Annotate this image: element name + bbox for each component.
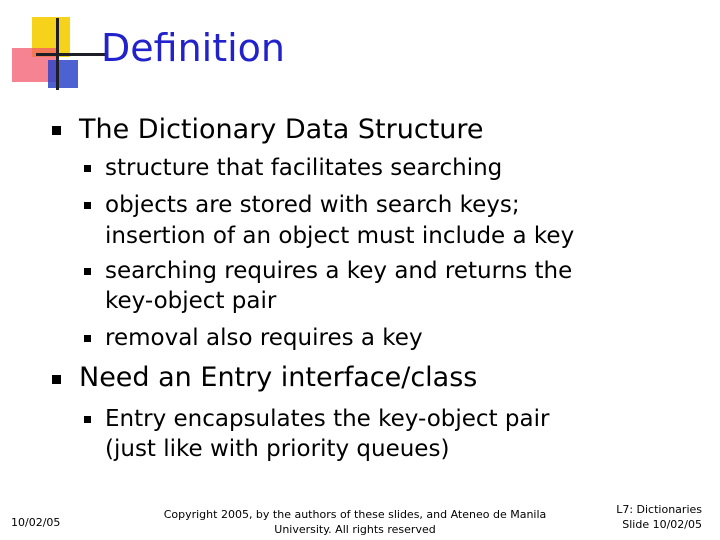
- logo-blue-square: [48, 60, 78, 88]
- footer-copyright-line: University. All rights reserved: [274, 523, 436, 536]
- slide-title: Definition: [101, 26, 286, 70]
- footer-slide-label: [590, 502, 702, 532]
- level2-bullet-marker: [84, 268, 91, 275]
- footer-copyright-line: Copyright 2005, by the authors of these slides, and Ateneo de Manila: [163, 508, 547, 521]
- level1-bullet-marker: [52, 126, 61, 135]
- footer-copyright: [150, 507, 560, 537]
- level2-bullet-marker: [84, 165, 91, 172]
- level2-bullet-marker: [84, 416, 91, 423]
- level2-bullet-marker: [84, 202, 91, 209]
- footer-date: 10/02/05: [11, 516, 61, 529]
- bullet-entry-interface: Need an Entry interface/class: [79, 362, 478, 393]
- sub-bullet-line: structure that facilitates searching: [105, 155, 503, 181]
- sub-bullet-continuation: (just like with priority queues): [105, 436, 450, 462]
- level1-bullet-marker: [52, 375, 61, 384]
- footer-slide-label-line: L7: Dictionaries: [616, 503, 702, 516]
- footer-slide-label-line: Slide 10/02/05: [622, 518, 702, 531]
- logo-horizontal-line: [36, 53, 106, 56]
- slide-logo-decoration: [0, 0, 110, 100]
- sub-bullet-line: searching requires a key and returns the: [105, 258, 573, 284]
- level2-bullet-marker: [84, 335, 91, 342]
- sub-bullet-line: Entry encapsulates the key-object pair: [105, 406, 550, 432]
- bullet-dictionary-data-structure: The Dictionary Data Structure: [79, 114, 484, 145]
- sub-bullet-continuation: key-object pair: [105, 288, 277, 314]
- sub-bullet-line: objects are stored with search keys;: [105, 192, 520, 218]
- sub-bullet-continuation: insertion of an object must include a key: [105, 223, 575, 249]
- sub-bullet-line: removal also requires a key: [105, 325, 423, 351]
